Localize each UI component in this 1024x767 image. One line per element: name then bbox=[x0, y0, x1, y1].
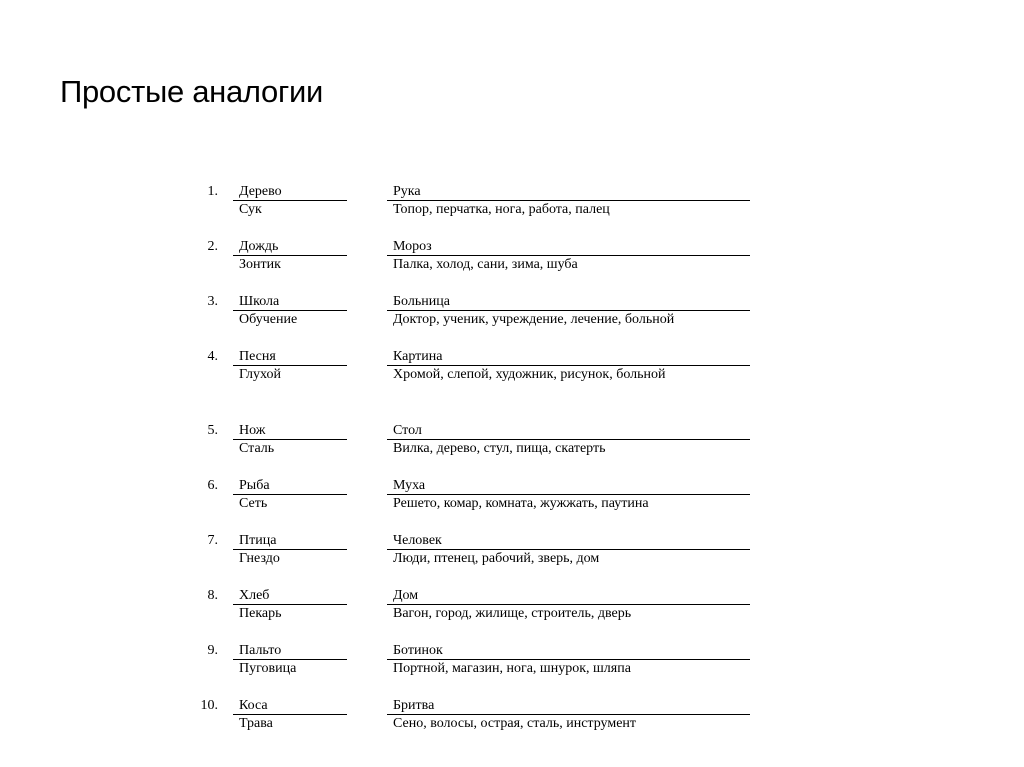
pair-first-word: Школа bbox=[239, 294, 280, 309]
target-word: Мороз bbox=[393, 239, 432, 254]
answer-options: Решето, комар, комната, жужжать, паутина bbox=[393, 496, 649, 511]
item-number: 6. bbox=[207, 478, 218, 493]
target-word: Муха bbox=[393, 478, 426, 493]
item-number: 7. bbox=[207, 533, 218, 548]
left-divider bbox=[233, 439, 347, 440]
pair-first-word: Птица bbox=[239, 533, 277, 548]
item-number: 10. bbox=[200, 698, 218, 713]
analogy-item bbox=[0, 587, 1024, 625]
left-divider bbox=[233, 310, 347, 311]
item-number: 5. bbox=[207, 423, 218, 438]
pair-second-word: Сеть bbox=[239, 496, 268, 511]
left-divider bbox=[233, 604, 347, 605]
analogy-item bbox=[0, 477, 1024, 515]
left-divider bbox=[233, 255, 347, 256]
pair-second-word: Пекарь bbox=[239, 606, 282, 621]
answer-options: Сено, волосы, острая, сталь, инструмент bbox=[393, 716, 637, 731]
target-word: Стол bbox=[393, 423, 422, 438]
answer-options: Люди, птенец, рабочий, зверь, дом bbox=[393, 551, 600, 566]
analogy-item bbox=[0, 293, 1024, 331]
left-divider bbox=[233, 659, 347, 660]
right-divider bbox=[387, 714, 750, 715]
pair-second-word: Обучение bbox=[239, 312, 298, 327]
pair-second-word: Глухой bbox=[239, 367, 281, 382]
right-divider bbox=[387, 549, 750, 550]
left-divider bbox=[233, 549, 347, 550]
target-word: Ботинок bbox=[393, 643, 443, 658]
analogy-item bbox=[0, 697, 1024, 735]
pair-first-word: Коса bbox=[239, 698, 268, 713]
pair-second-word: Трава bbox=[239, 716, 273, 731]
item-number: 2. bbox=[207, 239, 218, 254]
pair-first-word: Нож bbox=[239, 423, 266, 438]
page-title: Простые аналогии bbox=[60, 74, 324, 109]
pair-first-word: Хлеб bbox=[239, 588, 270, 603]
item-number: 9. bbox=[207, 643, 218, 658]
pair-second-word: Гнездо bbox=[239, 551, 280, 566]
pair-second-word: Сук bbox=[239, 202, 262, 217]
pair-second-word: Сталь bbox=[239, 441, 275, 456]
analogy-item bbox=[0, 183, 1024, 221]
pair-first-word: Пальто bbox=[239, 643, 282, 658]
target-word: Дом bbox=[393, 588, 419, 603]
right-divider bbox=[387, 494, 750, 495]
target-word: Рука bbox=[393, 184, 421, 199]
answer-options: Портной, магазин, нога, шнурок, шляпа bbox=[393, 661, 631, 676]
right-divider bbox=[387, 310, 750, 311]
target-word: Человек bbox=[393, 533, 442, 548]
answer-options: Вилка, дерево, стул, пища, скатерть bbox=[393, 441, 606, 456]
answer-options: Доктор, ученик, учреждение, лечение, больной bbox=[393, 312, 675, 327]
answer-options: Вагон, город, жилище, строитель, дверь bbox=[393, 606, 632, 621]
answer-options: Хромой, слепой, художник, рисунок, больной bbox=[393, 367, 666, 382]
analogy-item bbox=[0, 348, 1024, 386]
left-divider bbox=[233, 494, 347, 495]
left-divider bbox=[233, 365, 347, 366]
answer-options: Палка, холод, сани, зима, шуба bbox=[393, 257, 578, 272]
analogy-item bbox=[0, 422, 1024, 460]
target-word: Бритва bbox=[393, 698, 435, 713]
answer-options: Топор, перчатка, нога, работа, палец bbox=[393, 202, 610, 217]
item-number: 1. bbox=[207, 184, 218, 199]
pair-first-word: Дерево bbox=[239, 184, 282, 199]
analogy-item bbox=[0, 532, 1024, 570]
pair-first-word: Песня bbox=[239, 349, 276, 364]
pair-first-word: Дождь bbox=[239, 239, 279, 254]
item-number: 8. bbox=[207, 588, 218, 603]
analogy-item bbox=[0, 238, 1024, 276]
right-divider bbox=[387, 255, 750, 256]
target-word: Картина bbox=[393, 349, 443, 364]
right-divider bbox=[387, 200, 750, 201]
pair-second-word: Пуговица bbox=[239, 661, 297, 676]
left-divider bbox=[233, 200, 347, 201]
right-divider bbox=[387, 365, 750, 366]
left-divider bbox=[233, 714, 347, 715]
right-divider bbox=[387, 659, 750, 660]
right-divider bbox=[387, 439, 750, 440]
pair-second-word: Зонтик bbox=[239, 257, 281, 272]
item-number: 3. bbox=[207, 294, 218, 309]
analogy-item bbox=[0, 642, 1024, 680]
right-divider bbox=[387, 604, 750, 605]
pair-first-word: Рыба bbox=[239, 478, 270, 493]
target-word: Больница bbox=[393, 294, 450, 309]
item-number: 4. bbox=[207, 349, 218, 364]
